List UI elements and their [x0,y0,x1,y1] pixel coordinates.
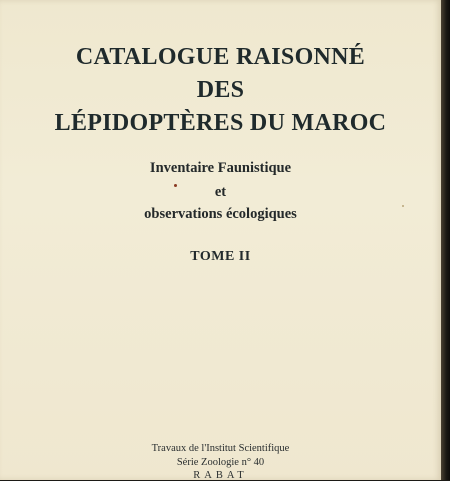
paper-speck [402,205,404,207]
subtitle-line-1: Inventaire Faunistique [149,160,292,176]
volume-label: TOME II [190,249,251,264]
title-line-2: DES [196,77,245,103]
publisher-line-1: Travaux de l'Institut Scientifique [151,443,290,454]
page-edge-shadow [441,0,450,480]
title-line-3: LÉPIDOPTÈRES DU MAROC [54,110,387,136]
subtitle-line-3: observations écologiques [144,206,297,222]
publisher-line-2: Série Zoologie n° 40 [176,457,265,468]
subtitle-line-2: et [214,184,227,200]
paper-speck [174,184,177,187]
publisher-line-3: RABAT [193,470,248,481]
title-line-1: CATALOGUE RAISONNÉ [75,44,366,70]
